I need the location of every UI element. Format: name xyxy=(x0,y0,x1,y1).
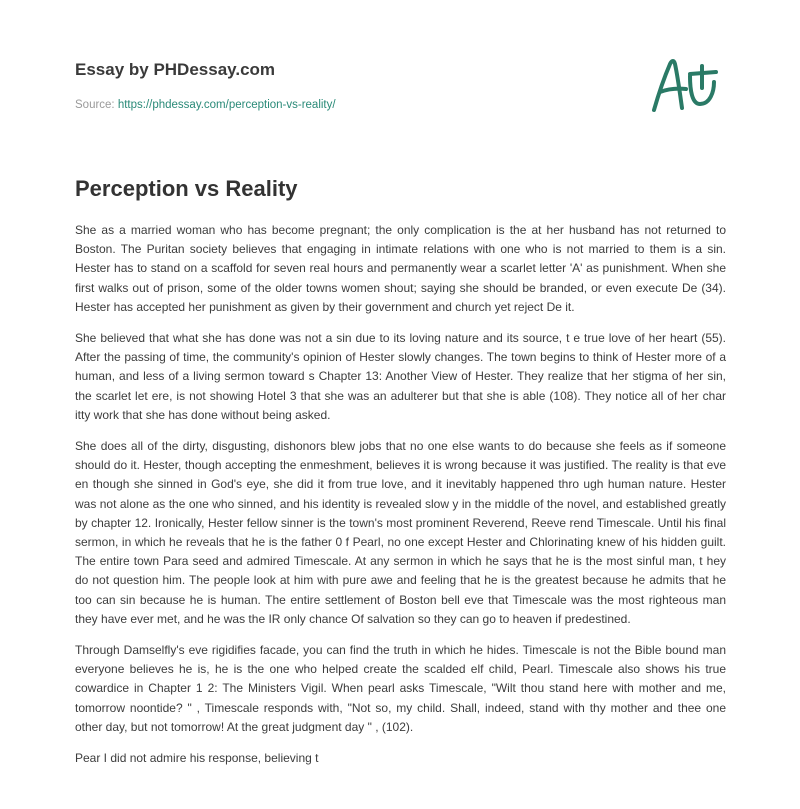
paragraph: Through Damselfly's eve rigidifies facade, you can find the truth in which he hides. Timescale is not the Bible bound man everyone believes he is, he is the one who helped create the scalded elf child, Pearl. Timescale also shows his true cowardice in Chapter 1 2: The Ministers Vigil. When pearl asks Timescale, "Wilt thou stand here with mother and me, tomorrow noontide? " , Timescale responds with, "Not so, my child. Shall, indeed, stand with thy mother and thee one other day, but not tomorrow! At the great judgment day " , (102). xyxy=(75,643,726,734)
paragraph: She does all of the dirty, disgusting, dishonors blew jobs that no one else wants to do because she feels as if someone should do it. Hester, though accepting the enmeshment, believes it is wrong because it was justified. The reality is that eve en though she sinned in God's eye, she did it from true love, and it inevitably happened thro ugh human nature. Hester was not alone as the one who sinned, and his identity is revealed slow y in the middle of the novel, and established greatly by chapter 12. Ironically, Hester fellow sinner is the town's most prominent Reverend, Reeve rend Timescale. Until his final sermon, in which he reveals that he is the father 0 f Pearl, no one except Hester and Chlorinating knew of his hidden guilt. The entire town Para seed and admired Timescale. At any sermon in which he says that he is the most sinful man, t hey do not question him. The people look at him with pure awe and feeling that he is the greatest because he admits that he too can sin because he is human. The entire settlement of Boston bell eve that Timescale was the most righteous man they have ever met, and he was the IR only chance Of salvation so they can go to heaven if predestined. xyxy=(75,439,726,626)
a-plus-logo-graphic xyxy=(640,52,730,127)
source-line xyxy=(75,99,336,111)
paragraph: Pear I did not admire his response, believing t xyxy=(75,751,319,766)
a-plus-logo-icon xyxy=(640,52,730,127)
paragraph: She as a married woman who has become pregnant; the only complication is the at her husband has not returned to Boston. The Puritan society believes that engaging in intimate relations with one who is not married to them is a sin. Hester has to stand on a scaffold for seven real hours and permanently wear a scarlet letter 'A' as punishment. When she first walks out of prison, some of the older towns women shout; saying she should be branded, or even execute De (34). Hester has accepted her punishment as given by their government and church yet reject De it. xyxy=(75,223,726,314)
essay-body xyxy=(75,221,726,780)
source-link[interactable]: https://phdessay.com/perception-vs-reality/ xyxy=(117,99,336,111)
paragraph: She believed that what she has done was not a sin due to its loving nature and its source, t e true love of her heart (55). After the passing of time, the community's opinion of Hester slowly changes. The town begins to think of Hester more of a human, and less of a living sermon toward s Chapter 13: Another View of Hester. They realize that her stigma of her sin, the scarlet let ere, is not showing Hotel 3 that she was an adulterer but that she is able (108). They notice all of her char itty work that she has done without being asked. xyxy=(75,331,726,422)
page-title: Perception vs Reality xyxy=(75,176,298,201)
header xyxy=(75,60,725,80)
source-label: Source: xyxy=(75,99,118,111)
site-title: Essay by PHDessay.com xyxy=(75,60,276,79)
